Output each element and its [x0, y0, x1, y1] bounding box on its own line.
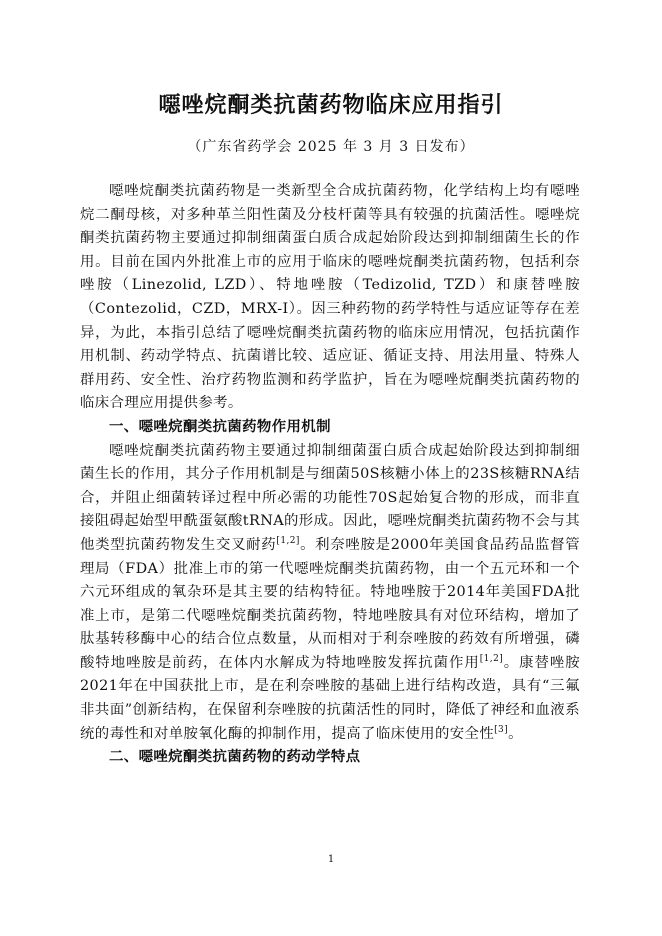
document-subtitle: （广东省药学会 2025 年 3 月 3 日发布）	[187, 139, 475, 155]
section-1-text-part-3: 。康替唑胺2021年在中国获批上市，是在利奈唑胺的基础上进行结构改造，具有“三氟非共面”创新结构，在保留利奈唑胺的抗菌活性的同时，降低了神经和血液系统的毒性和对单胺氧化酶的抑制作用，提高了临床使用的安全性	[80, 654, 580, 742]
citation-ref-1: [1,2]	[276, 536, 300, 547]
section-1-heading: 一、噁唑烷酮类抗菌药物作用机制	[109, 418, 331, 435]
section-2-heading: 二、噁唑烷酮类抗菌药物的药动学特点	[109, 749, 361, 766]
citation-ref-2: [1,2]	[479, 654, 504, 665]
document-title: 噁唑烷酮类抗菌药物临床应用指引	[158, 93, 504, 118]
section-1-text-part-1: 噁唑烷酮类抗菌药物主要通过抑制细菌蛋白质合成起始阶段达到抑制细菌生长的作用，其分子作用机制是与细菌50S核糖小体上的23S核糖RNA结合，并阻止细菌转译过程中所必需的功能性70S起始复合物的形成，而非直接阻碍起始型甲酰蛋氨酸tRNA的形成。因此，噁唑烷酮类抗菌药物不会与其他类型抗菌药物发生交叉耐药	[80, 442, 580, 553]
section-1-paragraph	[80, 440, 580, 747]
document-body	[80, 180, 580, 770]
page-number: 1	[327, 854, 335, 865]
section-1-text-part-2: 。利奈唑胺是2000年美国食品药品监督管理局（FDA）批准上市的第一代噁唑烷酮类抗菌药物，由一个五元环和一个六元环组成的氧杂环是其主要的结构特征。特地唑胺于2014年美国FDA批准上市，是第二代噁唑烷酮类抗菌药物，特地唑胺具有对位环结构，增加了肽基转移酶中心的结合位点数量，从而相对于利奈唑胺的药效有所增强，磷酸特地唑胺是前药，在体内水解成为特地唑胺发挥抗菌作用	[80, 536, 581, 671]
citation-ref-3: [3]	[494, 724, 509, 735]
section-1-text-part-4: 。	[508, 725, 523, 742]
intro-paragraph: 噁唑烷酮类抗菌药物是一类新型全合成抗菌药物，化学结构上均有噁唑烷二酮母核，对多种革兰阳性菌及分枝杆菌等具有较强的抗菌活性。噁唑烷酮类抗菌药物主要通过抑制细菌蛋白质合成起始阶段达到抑制细菌生长的作用。目前在国内外批准上市的应用于临床的噁唑烷酮类抗菌药物，包括利奈唑胺（Linezolid, LZD）、特地唑胺（Tedizolid, TZD）和康替唑胺（Contezolid，CZD，MRX-I）。因三种药物的药学特性与适应证等存在差异，为此，本指引总结了噁唑烷酮类抗菌药物的临床应用情况，包括抗菌作用机制、药动学特点、抗菌谱比较、适应证、循证支持、用法用量、特殊人群用药、安全性、治疗药物监测和药学监护，旨在为噁唑烷酮类抗菌药物的临床合理应用提供参考。	[80, 183, 580, 412]
